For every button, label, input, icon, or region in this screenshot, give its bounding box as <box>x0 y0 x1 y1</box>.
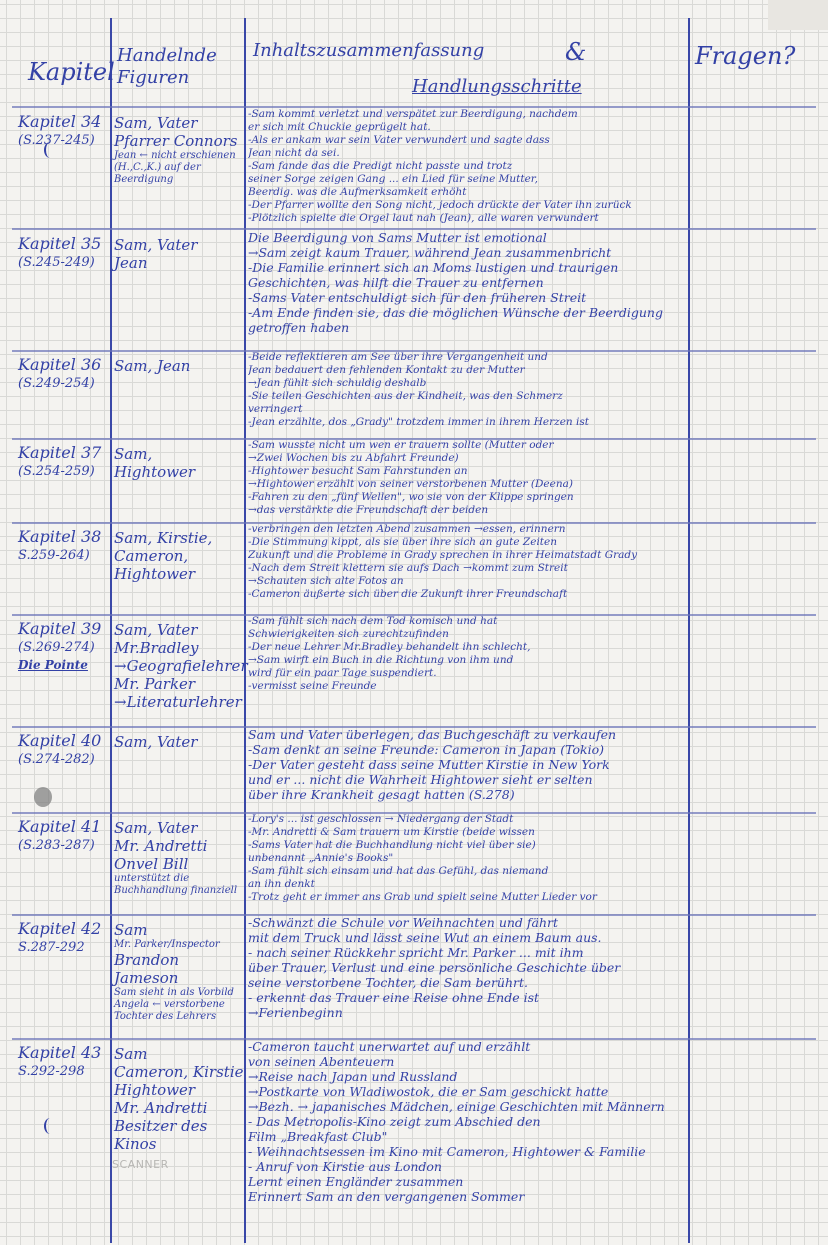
figure-name: Sam, Vater <box>114 114 198 132</box>
summary-line: →Sam zeigt kaum Trauer, während Jean zusammenbricht <box>248 245 612 260</box>
smudge-mark <box>34 787 52 807</box>
summary-line: -Mr. Andretti & Sam trauern um Kirstie (beide wissen <box>248 826 535 838</box>
header-figuren: Handelnde Figuren <box>117 45 217 88</box>
chapter-pages: (S.269-274) <box>18 640 95 655</box>
summary-line: -Sam fühlt sich einsam und hat das Gefühl, das niemand <box>248 865 549 877</box>
summary-line: Beerdig. was die Aufmerksamkeit erhöht <box>248 186 467 198</box>
figure-name: unterstützt die Buchhandlung finanziell <box>114 873 238 896</box>
summary-line: Zukunft und die Probleme in Grady sprechen in ihrer Heimatstadt Grady <box>248 549 638 561</box>
summary-line: -Als er ankam war sein Vater verwundert und sagte dass <box>248 134 550 146</box>
figure-name: Sam, Vater <box>114 621 198 639</box>
figure-name: Besitzer des Kinos <box>114 1117 208 1153</box>
chapter-figures <box>114 1045 248 1153</box>
figure-name: Hightower <box>114 565 196 583</box>
summary-line: Schwierigkeiten sich zurechtzufinden <box>248 628 449 640</box>
summary-line: getroffen haben <box>248 320 350 335</box>
header-ampersand: & <box>565 38 587 66</box>
figure-name: Sam <box>114 921 148 939</box>
figure-name: Mr. Andretti <box>114 1099 208 1117</box>
figure-name: Brandon Jameson <box>114 951 180 987</box>
summary-line: →das verstärkte die Freundschaft der beiden <box>248 504 489 516</box>
chapter-title: Kapitel 40 <box>18 731 102 750</box>
figure-name: Onvel Bill <box>114 855 189 873</box>
chapter-summary <box>248 615 688 693</box>
summary-line: - Das Metropolis-Kino zeigt zum Abschied den <box>248 1114 541 1129</box>
summary-line: -Der Pfarrer wollte den Song nicht, jedoch drückte der Vater ihn zurück <box>248 199 632 211</box>
chapter-summary <box>248 1039 688 1204</box>
summary-line: über ihre Krankheit gesagt hatten (S.278) <box>248 787 515 802</box>
chapter-figures <box>114 114 248 186</box>
chapter-figures <box>114 819 248 897</box>
chapter-figures <box>114 921 248 1023</box>
summary-line: mit dem Truck und lässt seine Wut an einem Baum aus. <box>248 930 602 945</box>
summary-line: -Sam fühlt sich nach dem Tod komisch und hat <box>248 615 498 627</box>
summary-line: Jean nicht da sei. <box>248 147 340 159</box>
chapter-pages: S.292-298 <box>18 1064 85 1079</box>
summary-line: -Fahren zu den „fünf Wellen", wo sie von der Klippe springen <box>248 491 574 503</box>
chapter-label <box>18 355 112 393</box>
summary-line: - nach seiner Rückkehr spricht Mr. Parker ... mit ihm <box>248 945 584 960</box>
summary-line: →Postkarte von Wladiwostok, die er Sam geschickt hatte <box>248 1084 609 1099</box>
chapter-summary <box>248 813 688 904</box>
chapter-label <box>18 1043 112 1081</box>
figure-name: Pfarrer Connors <box>114 132 238 150</box>
summary-line: →Hightower erzählt von seiner verstorbenen Mutter (Deena) <box>248 478 573 490</box>
summary-line: seine verstorbene Tochter, die Sam berührt. <box>248 975 528 990</box>
figure-name: Jean ← nicht erschienen <box>114 150 236 161</box>
summary-line: an ihn denkt <box>248 878 315 890</box>
summary-line: -Der neue Lehrer Mr.Bradley behandelt ihn schlecht, <box>248 641 531 653</box>
chapter-title: Kapitel 41 <box>18 817 102 836</box>
figure-name: Sam, Vater <box>114 733 198 751</box>
chapter-pages: (S.274-282) <box>18 752 95 767</box>
chapter-figures <box>114 236 248 272</box>
ruler-edge <box>768 0 828 30</box>
summary-line: -verbringen den letzten Abend zusammen →essen, erinnern <box>248 523 566 535</box>
figure-name: Sam, Vater <box>114 236 198 254</box>
chapter-summary <box>248 230 688 335</box>
summary-line: seiner Sorge zeigen Gang ... ein Lied für seine Mutter, <box>248 173 538 185</box>
chapter-pages: (S.283-287) <box>18 838 95 853</box>
header-fragen: Fragen? <box>695 42 796 70</box>
chapter-note: Die Pointe <box>18 658 88 672</box>
summary-line: -Trotz geht er immer ans Grab und spielt seine Mutter Lieder vor <box>248 891 597 903</box>
figure-name: →Geografielehrer <box>114 657 248 675</box>
summary-line: -Sam fande das die Predigt nicht passte und trotz <box>248 160 513 172</box>
summary-line: - erkennt das Trauer eine Reise ohne Ende ist <box>248 990 540 1005</box>
figure-name: Cameron, Kirstie <box>114 1063 244 1081</box>
chapter-label <box>18 234 112 272</box>
figure-name: Mr. Parker/Inspector <box>114 939 220 950</box>
figure-name: Sam, Vater <box>114 819 198 837</box>
figure-name: (H.,C.,K.) auf der Beerdigung <box>114 162 201 185</box>
summary-line: -Am Ende finden sie, das die möglichen Wünsche der Beerdigung <box>248 305 663 320</box>
chapter-figures <box>114 445 248 481</box>
summary-line: -Sams Vater hat die Buchhandlung nicht viel über sie) <box>248 839 536 851</box>
chapter-figures <box>114 621 248 711</box>
summary-line: Erinnert Sam an den vergangenen Sommer <box>248 1189 525 1204</box>
summary-line: -Sams Vater entschuldigt sich für den früheren Streit <box>248 290 587 305</box>
chapter-pages: S.259-264) <box>18 548 90 563</box>
summary-line: -Nach dem Streit klettern sie aufs Dach →kommt zum Streit <box>248 562 568 574</box>
chapter-pages: (S.245-249) <box>18 255 95 270</box>
figure-name: Sam sieht in als Vorbild <box>114 987 234 998</box>
chapter-title: Kapitel 36 <box>18 355 102 374</box>
chapter-pages: S.287-292 <box>18 940 85 955</box>
chapter-label <box>18 919 112 957</box>
chapter-figures <box>114 357 248 375</box>
summary-line: Jean bedauert den fehlenden Kontakt zu der Mutter <box>248 364 525 376</box>
chapter-pages: (S.249-254) <box>18 376 95 391</box>
chapter-title: Kapitel 37 <box>18 443 102 462</box>
figure-name: Sam, Jean <box>114 357 191 375</box>
figure-name: Angela ← verstorbene Tochter des Lehrers <box>114 999 225 1022</box>
summary-line: -Cameron taucht unerwartet auf und erzählt <box>248 1039 531 1054</box>
header-handlung: Handlungsschritte <box>412 76 582 97</box>
summary-line: und er ... nicht die Wahrheit Hightower sieht er selten <box>248 772 593 787</box>
chapter-label <box>18 112 112 150</box>
summary-line: →Jean fühlt sich schuldig deshalb <box>248 377 427 389</box>
figure-name: Jean <box>114 254 148 272</box>
summary-line: - Anruf von Kirstie aus London <box>248 1159 442 1174</box>
summary-line: -Plötzlich spielte die Orgel laut nah (Jean), alle waren verwundert <box>248 212 599 224</box>
figure-name: Mr.Bradley <box>114 639 199 657</box>
summary-line: Film „Breakfast Club" <box>248 1129 388 1144</box>
chapter-figures <box>114 529 248 583</box>
summary-line: →Zwei Wochen bis zu Abfahrt Freunde) <box>248 452 459 464</box>
scanner-watermark: SCANNER <box>112 1158 169 1171</box>
chapter-title: Kapitel 34 <box>18 112 102 131</box>
chapter-summary <box>248 439 688 517</box>
summary-line: →Sam wirft ein Buch in die Richtung von ihm und <box>248 654 514 666</box>
chapter-figures <box>114 733 248 751</box>
chapter-summary <box>248 108 688 225</box>
summary-line: über Trauer, Verlust und eine persönliche Geschichte über <box>248 960 621 975</box>
summary-line: -Sie teilen Geschichten aus der Kindheit, was den Schmerz <box>248 390 563 402</box>
chapter-label <box>18 817 112 855</box>
summary-line: -Die Stimmung kippt, als sie über ihre sich an gute Zeiten <box>248 536 557 548</box>
summary-line: -Jean erzählte, dos „Grady" trotzdem immer in ihrem Herzen ist <box>248 416 589 428</box>
summary-line: →Ferienbeginn <box>248 1005 343 1020</box>
moon-mark <box>44 1118 56 1134</box>
figure-name: Sam, <box>114 445 153 463</box>
chapter-title: Kapitel 43 <box>18 1043 102 1062</box>
figure-name: Sam <box>114 1045 148 1063</box>
summary-line: von seinen Abenteuern <box>248 1054 395 1069</box>
header-kapitel: Kapitel <box>28 58 115 86</box>
figure-name: Sam, Kirstie, <box>114 529 213 547</box>
summary-line: →Reise nach Japan und Russland <box>248 1069 458 1084</box>
summary-line: verringert <box>248 403 303 415</box>
chapter-label <box>18 619 112 673</box>
chapter-label <box>18 443 112 481</box>
chapter-title: Kapitel 38 <box>18 527 102 546</box>
chapter-title: Kapitel 35 <box>18 234 102 253</box>
chapter-pages: (S.237-245) <box>18 133 95 148</box>
summary-line: -Sam kommt verletzt und verspätet zur Beerdigung, nachdem <box>248 108 578 120</box>
summary-line: →Schauten sich alte Fotos an <box>248 575 404 587</box>
chapter-title: Kapitel 42 <box>18 919 102 938</box>
summary-line: -Lory's ... ist geschlossen → Niedergang der Stadt <box>248 813 514 825</box>
figure-name: Cameron, <box>114 547 189 565</box>
figure-name: Mr. Parker <box>114 675 196 693</box>
column-divider-3 <box>688 18 690 1243</box>
chapter-label <box>18 527 112 565</box>
figure-name: Hightower <box>114 463 196 481</box>
chapter-pages: (S.254-259) <box>18 464 95 479</box>
summary-line: -Schwänzt die Schule vor Weihnachten und fährt <box>248 915 559 930</box>
summary-line: -Sam denkt an seine Freunde: Cameron in Japan (Tokio) <box>248 742 605 757</box>
figure-name: Mr. Andretti <box>114 837 208 855</box>
summary-line: -Sam wusste nicht um wen er trauern sollte (Mutter oder <box>248 439 554 451</box>
chapter-summary <box>248 523 688 601</box>
chapter-label <box>18 731 112 769</box>
summary-line: -Cameron äußerte sich über die Zukunft ihrer Freundschaft <box>248 588 568 600</box>
chapter-summary <box>248 351 688 429</box>
summary-line: -Beide reflektieren am See über ihre Vergangenheit und <box>248 351 548 363</box>
figure-name: →Literaturlehrer <box>114 693 242 711</box>
summary-line: wird für ein paar Tage suspendiert. <box>248 667 437 679</box>
summary-line: -Die Familie erinnert sich an Moms lustigen und traurigen <box>248 260 619 275</box>
summary-line: Lernt einen Engländer zusammen <box>248 1174 464 1189</box>
summary-line: -Hightower besucht Sam Fahrstunden an <box>248 465 468 477</box>
figure-name: Hightower <box>114 1081 196 1099</box>
summary-line: Die Beerdigung von Sams Mutter ist emotional <box>248 230 547 245</box>
summary-line: unbenannt „Annie's Books" <box>248 852 394 864</box>
chapter-summary <box>248 727 688 802</box>
summary-line: -vermisst seine Freunde <box>248 680 377 692</box>
chapter-summary <box>248 915 688 1020</box>
summary-line: Geschichten, was hilft die Trauer zu entfernen <box>248 275 544 290</box>
header-inhalt: Inhaltszusammenfassung <box>253 40 485 61</box>
summary-line: -Der Vater gesteht dass seine Mutter Kirstie in New York <box>248 757 610 772</box>
summary-line: →Bezh. → japanisches Mädchen, einige Geschichten mit Männern <box>248 1099 665 1114</box>
summary-line: er sich mit Chuckie geprügelt hat. <box>248 121 431 133</box>
summary-line: Sam und Vater überlegen, das Buchgeschäft zu verkaufen <box>248 727 617 742</box>
summary-line: - Weihnachtsessen im Kino mit Cameron, Hightower & Familie <box>248 1144 646 1159</box>
chapter-title: Kapitel 39 <box>18 619 102 638</box>
